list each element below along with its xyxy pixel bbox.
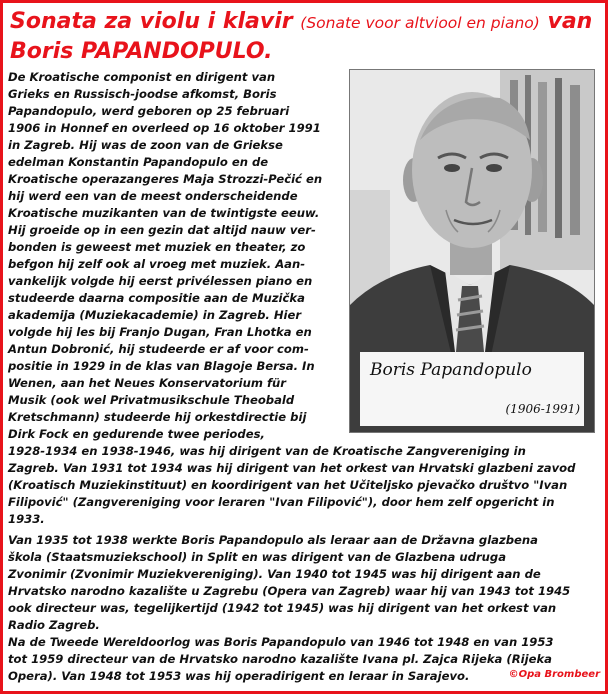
- body-line: Zvonimir (Zvonimir Muziekvereniging). Van 1940 tot 1945 was hij dirigent aan de: [8, 567, 541, 581]
- body-line: in Zagreb. Hij was de zoon van de Griekse: [8, 138, 283, 152]
- body-line: 1928-1934 en 1938-1946, was hij dirigent van de Kroatische Zangvereniging in: [8, 444, 526, 458]
- body-line: tot 1959 directeur van de Hrvatsko narodno kazalište Ivana pl. Zajca Rijeka (Rijeka: [8, 652, 552, 666]
- signature: ©Opa Brombeer: [508, 669, 600, 680]
- composer-name-heading: Boris PAPANDOPULO.: [10, 39, 273, 64]
- body-line: edelman Konstantin Papandopulo en de: [8, 155, 269, 169]
- body-line: Radio Zagreb.: [8, 618, 100, 632]
- body-line: Dirk Fock en gedurende twee periodes,: [8, 427, 265, 441]
- body-line: Hrvatsko narodno kazalište u Zagrebu (Opera van Zagreb) waar hij van 1943 tot 1945: [8, 584, 571, 598]
- body-line: Musik (ook wel Privatmusikschule Theobald: [8, 393, 295, 407]
- body-line: hij werd een van de meest onderscheidende: [8, 189, 298, 203]
- body-line: Antun Dobronić, hij studeerde er af voor com-: [8, 342, 309, 356]
- body-line: škola (Staatsmuziekschool) in Split en was dirigent van de Glazbena udruga: [8, 550, 507, 564]
- body-line: Kroatische operazangeres Maja Strozzi-Pečić en: [8, 172, 323, 186]
- body-line: Van 1935 tot 1938 werkte Boris Papandopulo als leraar aan de Državna glazbena: [8, 533, 538, 547]
- body-line: 1933.: [8, 512, 45, 526]
- body-line: Grieks en Russisch-joodse afkomst, Boris: [8, 87, 277, 101]
- body-line: Wenen, aan het Neues Konservatorium für: [8, 376, 286, 390]
- body-line: (Kroatisch Muziekinstituut) en koordirigent van het Učiteljsko pjevačko društvo "Ivan: [8, 478, 568, 492]
- body-line: Hij groeide op in een gezin dat altijd nauw ver-: [8, 223, 316, 237]
- body-line: studeerde daarna compositie aan de Muzička: [8, 291, 305, 305]
- title-sonata: Sonata za violu i klavir: [10, 9, 293, 34]
- portrait-photo: [349, 69, 595, 433]
- body-line: ook directeur was, tegelijkertijd (1942 tot 1945) was hij dirigent van het orkest van: [8, 601, 557, 615]
- body-line: befgon hij zelf ook al vroeg met muziek. Aan-: [8, 257, 306, 271]
- caption-name: Boris Papandopulo: [370, 360, 532, 380]
- body-line: 1906 in Honnef en overleed op 16 oktober 1991: [8, 121, 321, 135]
- title-van: van: [547, 9, 593, 34]
- body-line: De Kroatische componist en dirigent van: [8, 70, 276, 84]
- body-line: vankelijk volgde hij eerst privélessen piano en: [8, 274, 313, 288]
- body-line: Filipović" (Zangvereniging voor leraren "Ivan Filipović"), door hem zelf opgericht in: [8, 495, 555, 509]
- body-line: Opera). Van 1948 tot 1953 was hij operadirigent en leraar in Sarajevo.: [8, 669, 470, 683]
- title-translation: (Sonate voor altviool en piano): [300, 14, 540, 32]
- body-line: Zagreb. Van 1931 tot 1934 was hij dirigent van het orkest van Hrvatski glazbeni zavod: [8, 461, 576, 475]
- caption-years: (1906-1991): [505, 402, 580, 416]
- body-line: Na de Tweede Wereldoorlog was Boris Papandopulo van 1946 tot 1948 en van 1953: [8, 635, 554, 649]
- body-line: Kretschmann) studeerde hij orkestdirectie bij: [8, 410, 307, 424]
- page-title: [10, 7, 604, 38]
- body-line: Kroatische muzikanten van de twintigste eeuw.: [8, 206, 320, 220]
- body-line: Papandopulo, werd geboren op 25 februari: [8, 104, 290, 118]
- photo-caption: [360, 352, 584, 426]
- body-line: positie in 1929 in de klas van Blagoje Bersa. In: [8, 359, 315, 373]
- body-line: bonden is geweest met muziek en theater, zo: [8, 240, 306, 254]
- body-line: akademija (Muziekacademie) in Zagreb. Hier: [8, 308, 302, 322]
- body-line: volgde hij les bij Franjo Dugan, Fran Lhotka en: [8, 325, 312, 339]
